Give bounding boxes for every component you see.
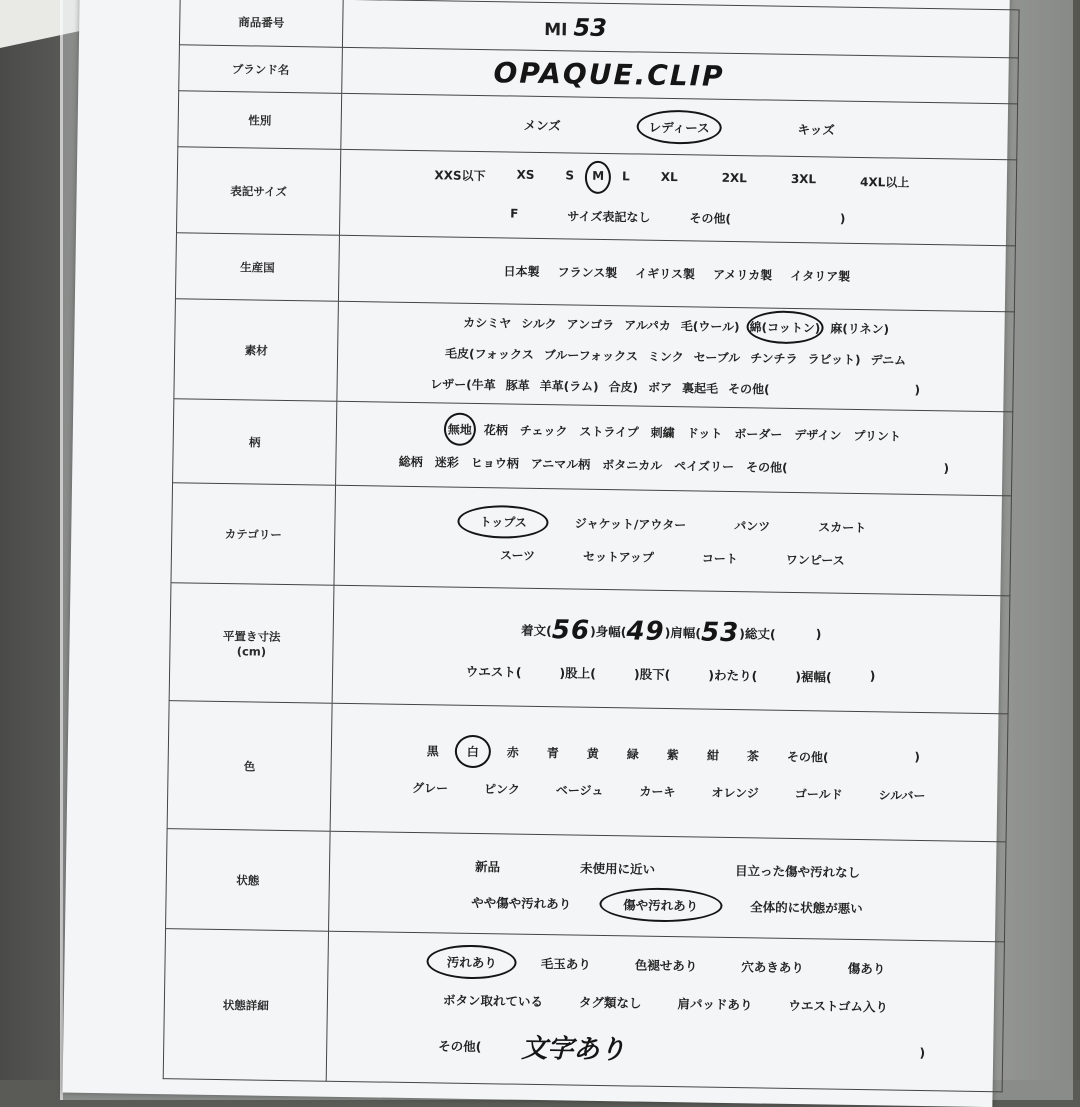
pattern-option: デザイン <box>794 427 842 443</box>
color-option: オレンジ <box>711 785 759 800</box>
measure-shoulder-value: 53 <box>700 617 740 648</box>
condition-option: 新品 <box>474 858 501 874</box>
row-condition <box>166 829 1006 942</box>
gender-option-kids: キッズ <box>797 121 835 138</box>
material-option: アルパカ <box>624 318 671 334</box>
size-option: その他( <box>689 210 732 226</box>
pattern-option: 刺繍 <box>650 425 675 440</box>
pattern-option: ドット <box>686 425 723 441</box>
material-option: ラビット) <box>807 352 861 368</box>
condition-option: 未使用に近い <box>579 860 656 877</box>
measure-length-value: 56 <box>551 614 591 646</box>
product-no-handwritten: 53 <box>573 12 608 42</box>
label-material: 素材 <box>174 299 339 402</box>
detail-option: タグ類なし <box>578 994 642 1011</box>
detail-option: 色褪せあり <box>634 957 698 974</box>
detail-option: ウエストゴム入り <box>788 997 889 1015</box>
detail-option-stain-circled: 汚れあり <box>425 952 519 971</box>
measure-total-close: ) <box>815 626 822 642</box>
category-options <box>334 485 1011 596</box>
condition-option-damaged-circled: 傷や汚れあり <box>597 894 724 914</box>
pattern-option: ボーダー <box>734 426 783 442</box>
size-option: XXS以下 <box>434 167 486 183</box>
detail-options <box>326 931 1004 1092</box>
color-option: グレー <box>412 780 449 796</box>
pattern-option: チェック <box>519 423 568 438</box>
label-condition: 状態 <box>166 829 331 932</box>
color-option: 赤 <box>506 744 519 760</box>
material-option: 裏起毛 <box>681 381 719 396</box>
country-option: イタリア製 <box>790 268 851 284</box>
color-option: 青 <box>546 745 559 760</box>
pattern-option-plain-circled: 無地 <box>442 420 478 438</box>
gender-option-mens: メンズ <box>523 117 561 133</box>
measure-inseam-label: )股下( <box>633 665 671 682</box>
row-pattern <box>173 399 1013 496</box>
color-option-white-circled: 白 <box>453 742 493 760</box>
color-option: ピンク <box>484 781 520 797</box>
size-option: L <box>621 168 630 183</box>
size-option: XL <box>660 169 678 184</box>
detail-other-handwritten: 文字あり <box>521 1033 626 1066</box>
label-size: 表記サイズ <box>176 147 340 236</box>
material-option: 麻(リネン) <box>830 321 890 337</box>
pattern-option: プリント <box>853 428 902 444</box>
pattern-options <box>336 401 1013 496</box>
material-option: レザー(牛革 <box>430 377 496 393</box>
category-option: スカート <box>818 519 867 535</box>
product-form-table <box>163 0 1020 1092</box>
material-option: チンチラ <box>750 351 798 367</box>
size-option: 2XL <box>721 170 748 185</box>
pattern-option: ペイズリー <box>674 458 735 474</box>
label-pattern: 柄 <box>173 399 337 486</box>
country-options <box>338 235 1015 312</box>
category-option: コート <box>701 551 738 566</box>
color-option: 紫 <box>666 747 680 762</box>
category-option: パンツ <box>734 518 771 534</box>
pattern-option: ヒョウ柄 <box>470 455 519 471</box>
material-option-close: ) <box>914 382 921 397</box>
color-option: 黄 <box>586 746 599 761</box>
size-option-close: ) <box>839 211 846 226</box>
pattern-option: アニマル柄 <box>530 456 591 472</box>
detail-option: 肩パッドあり <box>677 996 753 1013</box>
category-option-tops-circled: トップス <box>456 512 551 530</box>
row-detail <box>163 929 1004 1092</box>
material-option: ミンク <box>647 349 684 365</box>
color-option: シルバー <box>878 787 926 803</box>
material-option: デニム <box>870 353 907 368</box>
pattern-option: 総柄 <box>398 454 423 469</box>
label-measure-line2: (cm) <box>236 643 267 659</box>
color-option: カーキ <box>639 784 676 799</box>
brand-handwritten: OPAQUE.CLIP <box>493 56 725 93</box>
color-option: 茶 <box>746 748 760 763</box>
material-option: 豚革 <box>505 378 530 393</box>
measure-length-label: 着文( <box>521 622 552 638</box>
material-options <box>337 301 1014 412</box>
label-country: 生産国 <box>175 233 339 302</box>
category-option: ワンピース <box>785 552 845 568</box>
measure-hem-close: ) <box>869 667 876 683</box>
color-option: その他( <box>786 749 829 765</box>
label-measure-line1: 平置き寸法 <box>222 628 281 644</box>
country-option: 日本製 <box>503 264 540 279</box>
label-product-no: 商品番号 <box>179 0 343 47</box>
material-option: ボア <box>647 380 673 396</box>
material-option: アンゴラ <box>566 317 615 333</box>
detail-option: 毛玉あり <box>540 956 591 972</box>
row-size <box>176 147 1016 246</box>
color-option: ゴールド <box>794 786 843 802</box>
size-option: サイズ表記なし <box>567 208 651 225</box>
condition-option: やや傷や汚れあり <box>471 894 572 912</box>
material-option: 毛(ウール) <box>680 319 740 335</box>
label-gender: 性別 <box>178 91 342 150</box>
measure-rise-label: )股上( <box>559 664 597 681</box>
label-category: カテゴリー <box>171 483 336 586</box>
product-form-sheet <box>62 0 1009 1107</box>
size-option: 4XL以上 <box>859 174 910 190</box>
color-option: 黒 <box>426 743 439 758</box>
material-option: 合皮) <box>608 380 639 395</box>
detail-option: 傷あり <box>847 960 886 977</box>
product-no-printed: MI <box>544 19 568 40</box>
material-option: 羊革(ラム) <box>539 378 599 394</box>
label-color: 色 <box>167 701 332 832</box>
measure-values <box>332 585 1010 714</box>
size-option-m-circled: M <box>583 168 613 185</box>
label-brand: ブランド名 <box>179 45 343 94</box>
condition-option: 目立った傷や汚れなし <box>734 862 861 880</box>
measure-waist-label: ウエスト( <box>465 663 522 680</box>
gender-option-ladies-circled: レディース <box>635 117 724 136</box>
country-option: フランス製 <box>557 265 618 281</box>
material-option: 毛皮(フォックス <box>444 346 534 362</box>
color-option-close: ) <box>914 749 921 764</box>
size-option: S <box>565 167 575 182</box>
pattern-option: 花柄 <box>483 422 508 437</box>
measure-thigh-label: )わたり( <box>708 667 758 683</box>
detail-other-close: ) <box>919 1045 926 1061</box>
condition-option: 全体的に状態が悪い <box>750 898 863 916</box>
detail-other-label: その他( <box>438 1037 482 1054</box>
category-option: スーツ <box>500 547 536 563</box>
color-options <box>330 703 1008 842</box>
label-detail: 状態詳細 <box>163 929 328 1082</box>
measure-hem-label: )裾幅( <box>795 668 832 685</box>
size-option: 3XL <box>790 171 817 186</box>
category-option: セットアップ <box>582 549 654 565</box>
color-option: 紺 <box>706 748 720 763</box>
measure-total-label: )総丈( <box>739 625 776 642</box>
row-color <box>167 701 1008 842</box>
country-option: アメリカ製 <box>712 267 773 283</box>
material-option: シルク <box>521 316 557 332</box>
size-options <box>339 149 1016 246</box>
material-option: カシミヤ <box>463 315 512 331</box>
material-option: その他( <box>727 381 770 397</box>
color-option: ベージュ <box>555 782 604 798</box>
pattern-option-close: ) <box>943 460 950 475</box>
pattern-option: ストライプ <box>579 424 639 440</box>
size-option: XS <box>516 167 535 182</box>
size-option: F <box>510 205 519 221</box>
row-measure <box>169 583 1010 714</box>
condition-options <box>329 831 1006 942</box>
label-measure <box>169 583 334 704</box>
measure-shoulder-label: )肩幅( <box>664 624 702 641</box>
measure-width-label: )身幅( <box>589 623 627 639</box>
category-option: ジャケット/アウター <box>574 516 687 532</box>
detail-option: ボタン取れている <box>442 992 544 1010</box>
country-option: イギリス製 <box>635 266 696 282</box>
material-option: セーブル <box>693 350 741 366</box>
detail-option: 穴あきあり <box>741 959 804 976</box>
material-option: ブルーフォックス <box>543 348 639 364</box>
color-option: 緑 <box>626 746 639 762</box>
material-option-cotton-circled: 綿(コットン) <box>744 318 825 336</box>
pattern-option: ボタニカル <box>602 457 663 473</box>
row-material <box>174 299 1014 412</box>
row-category <box>171 483 1011 596</box>
pattern-option: 迷彩 <box>434 454 459 470</box>
pattern-option: その他( <box>745 459 788 475</box>
measure-width-value: 49 <box>626 615 665 647</box>
